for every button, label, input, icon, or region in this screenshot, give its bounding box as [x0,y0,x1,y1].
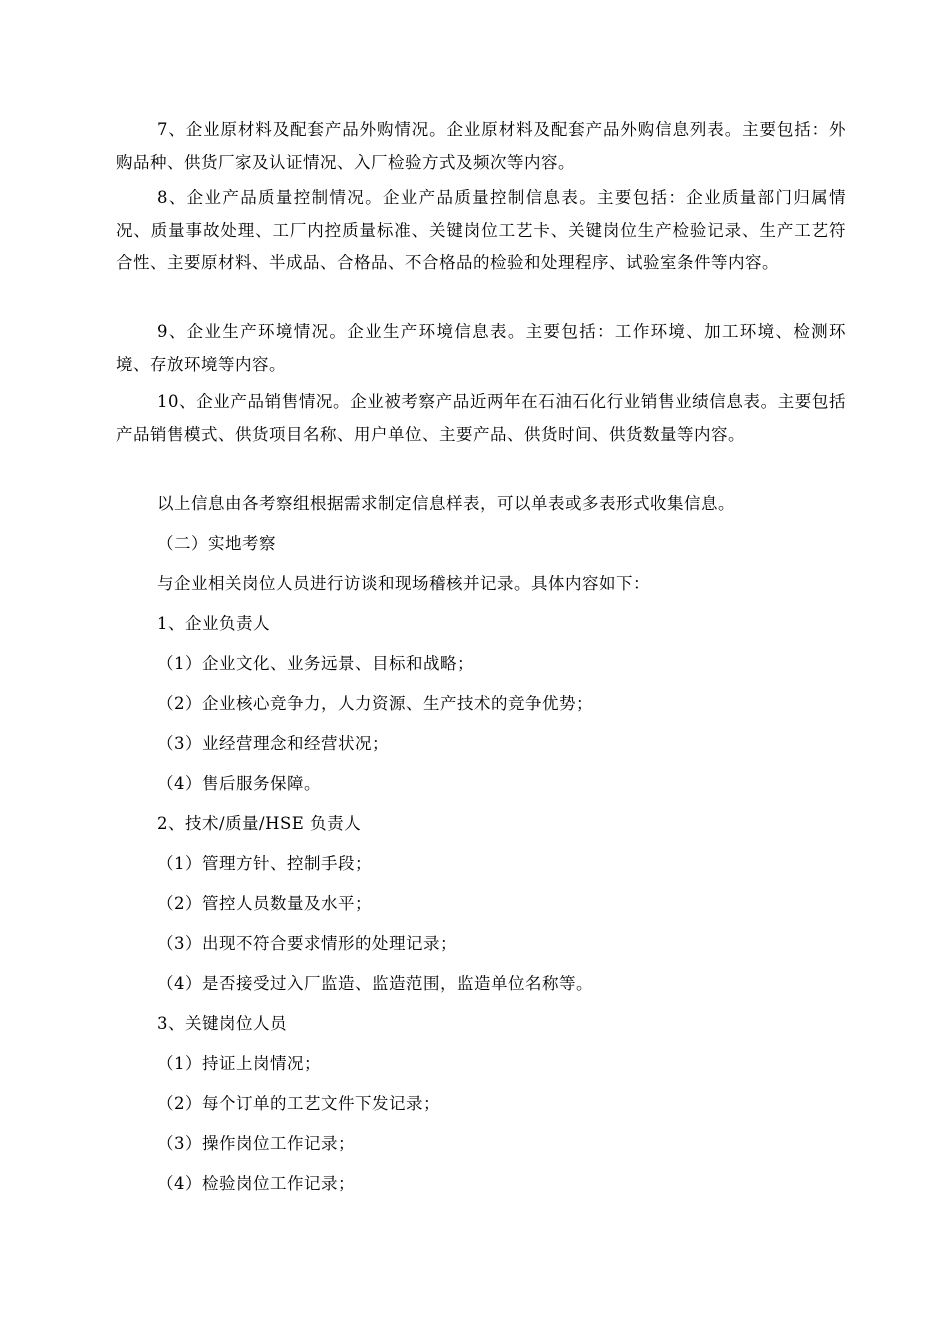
item-heading-3: 3、关键岗位人员 [157,1014,287,1033]
paragraph-8: 8、企业产品质量控制情况。企业产品质量控制信息表。主要包括：企业质量部门归属情况、质量事故处理、工厂内控质量标准、关键岗位工艺卡、关键岗位生产检验记录、生产工艺符合性、主要原材料、半成品、合格品、不合格品的检验和处理程序、试验室条件等内容。 [116,188,846,272]
list-item: （4）售后服务保障。 [157,774,321,793]
list-item: （3）操作岗位工作记录； [157,1134,355,1153]
list-item: （2）企业核心竞争力，人力资源、生产技术的竞争优势； [157,694,593,713]
paragraph-7: 7、企业原材料及配套产品外购情况。企业原材料及配套产品外购信息列表。主要包括：外购品种、供货厂家及认证情况、入厂检验方式及频次等内容。 [116,120,846,172]
paragraph-10: 10、企业产品销售情况。企业被考察产品近两年在石油石化行业销售业绩信息表。主要包括产品销售模式、供货项目名称、用户单位、主要产品、供货时间、供货数量等内容。 [116,392,846,444]
list-item: （2）每个订单的工艺文件下发记录； [157,1094,440,1113]
list-item: （4）是否接受过入厂监造、监造范围，监造单位名称等。 [157,974,593,993]
list-item: （3）业经营理念和经营状况； [157,734,389,753]
section-heading: （二）实地考察 [157,534,276,553]
intro-line: 与企业相关岗位人员进行访谈和现场稽核并记录。具体内容如下： [157,574,650,593]
summary-line: 以上信息由各考察组根据需求制定信息样表，可以单表或多表形式收集信息。 [157,494,735,513]
list-item: （1）管理方针、控制手段； [157,854,372,873]
list-item: （3）出现不符合要求情形的处理记录； [157,934,457,953]
list-item: （2）管控人员数量及水平； [157,894,372,913]
paragraph-9: 9、企业生产环境情况。企业生产环境信息表。主要包括：工作环境、加工环境、检测环境、存放环境等内容。 [116,322,846,374]
list-item: （1）持证上岗情况； [157,1054,321,1073]
list-item: （4）检验岗位工作记录； [157,1174,355,1193]
item-heading-1: 1、企业负责人 [157,614,270,633]
item-heading-2: 2、技术/质量/HSE 负责人 [157,814,362,833]
list-item: （1）企业文化、业务远景、目标和战略； [157,654,474,673]
